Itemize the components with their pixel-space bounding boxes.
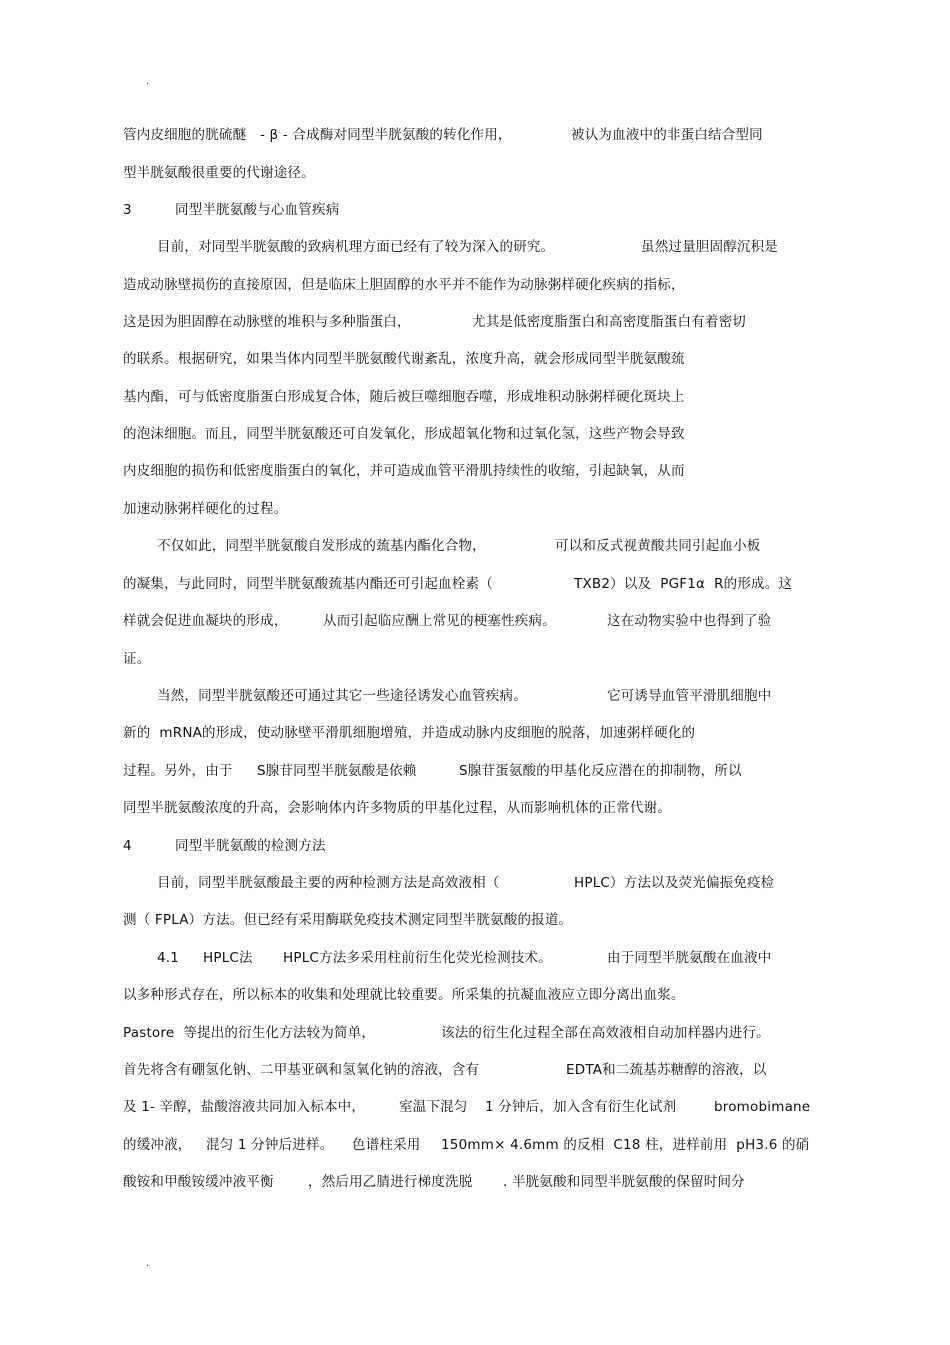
text-line <box>123 1098 811 1116</box>
text-segment: 尤其是低密度脂蛋白和高密度脂蛋白有着密切 <box>472 314 746 330</box>
text-segment: 不仅如此，同型半胱氨酸自发形成的巯基内酯化合物， <box>157 538 486 554</box>
text-segment: 被认为血液中的非蛋白结合型同 <box>571 127 763 143</box>
text-line <box>157 949 772 967</box>
text-segment: 首先将含有硼氢化钠、二甲基亚砜和氢氧化钠的溶液，含有 <box>123 1062 480 1078</box>
text-line <box>157 874 775 892</box>
section-heading <box>123 201 340 219</box>
text-segment: 当然，同型半胱氨酸还可通过其它一些途径诱发心血管疾病。 <box>157 688 527 704</box>
text-segment: 的凝集，与此同时，同型半胱氨酸巯基内酯还可引起血栓素（ <box>123 576 493 592</box>
text-line <box>123 1173 745 1191</box>
text-segment: bromobimane <box>714 1099 811 1115</box>
section-number: 4 <box>123 838 132 854</box>
text-segment: 4.1 <box>157 950 180 966</box>
text-segment: 该法的衍生化过程全部在高效液相自动加样器内进行。 <box>441 1025 770 1041</box>
text-line <box>123 388 685 406</box>
page-bottom-mark: . <box>146 1258 150 1269</box>
text-segment: ，然后用乙腈进行梯度洗脱 <box>308 1174 473 1190</box>
text-segment: 及 1- 辛醇，盐酸溶液共同加入标本中， <box>123 1099 366 1115</box>
text-line <box>123 1136 810 1154</box>
text-line <box>123 911 573 929</box>
text-segment: 150mm× 4.6mm 的反相 C18 柱，进样前用 pH3.6 的硝 <box>441 1137 810 1153</box>
text-segment: EDTA和二巯基苏糖醇的溶液，以 <box>566 1062 767 1078</box>
text-segment: 以多种形式存在，所以标本的收集和处理就比较重要。所采集的抗凝血液应立即分离出血浆。 <box>123 987 685 1003</box>
text-line <box>123 425 685 443</box>
text-segment: 加速动脉粥样硬化的过程。 <box>123 501 288 517</box>
text-segment: 色谱柱采用 <box>352 1137 421 1153</box>
text-line <box>123 612 772 630</box>
text-segment: 的缓冲液， <box>123 1137 192 1153</box>
text-line <box>123 276 685 294</box>
text-line <box>123 762 742 780</box>
text-line <box>123 1024 770 1042</box>
text-segment: 可以和反式视黄酸共同引起血小板 <box>555 538 761 554</box>
page-top-mark: . <box>146 76 150 87</box>
text-segment: 从而引起临应酬上常见的梗塞性疾病。 <box>323 613 556 629</box>
text-segment: 它可诱导血管平滑肌细胞中 <box>607 688 772 704</box>
text-line <box>123 575 793 593</box>
text-segment: Pastore 等提出的衍生化方法较为简单， <box>123 1025 376 1041</box>
text-segment: 虽然过量胆固醇沉积是 <box>641 239 778 255</box>
text-line <box>157 687 772 705</box>
text-segment: 同型半胱氨酸浓度的升高，会影响体内许多物质的甲基化过程，从而影响机体的正常代谢。 <box>123 800 671 816</box>
section-heading <box>123 837 326 855</box>
text-segment: 室温下混匀 <box>399 1099 468 1115</box>
text-segment: 基内酯，可与低密度脂蛋白形成复合体，随后被巨噬细胞吞噬，形成堆积动脉粥样硬化斑块上 <box>123 389 685 405</box>
text-segment: HPLC）方法以及荧光偏振免疫检 <box>574 875 775 891</box>
text-segment: 目前，对同型半胱氨酸的致病机理方面已经有了较为深入的研究。 <box>157 239 555 255</box>
text-segment: 1 分钟后，加入含有衍生化试剂 <box>485 1099 677 1115</box>
text-segment: HPLC法 <box>203 950 253 966</box>
text-line <box>123 164 315 182</box>
text-line <box>123 126 763 144</box>
text-segment: 型半胱氨酸很重要的代谢途径。 <box>123 165 315 181</box>
text-segment: 这是因为胆固醇在动脉壁的堆积与多种脂蛋白， <box>123 314 411 330</box>
text-line <box>123 724 696 742</box>
text-segment: 证。 <box>123 651 151 667</box>
text-segment: 新的 mRNA的形成，使动脉壁平滑肌细胞增殖，并造成动脉内皮细胞的脱落，加速粥样硬化的 <box>123 725 696 741</box>
section-title: 同型半胱氨酸与心血管疾病 <box>175 202 340 218</box>
text-segment: S腺苷蛋氨酸的甲基化反应潜在的抑制物，所以 <box>459 763 742 779</box>
text-segment: S腺苷同型半胱氨酸是依赖 <box>257 763 417 779</box>
text-segment: 造成动脉壁损伤的直接原因，但是临床上胆固醇的水平并不能作为动脉粥样硬化疾病的指标， <box>123 277 685 293</box>
text-line <box>123 350 685 368</box>
text-segment: 由于同型半胱氨酸在血液中 <box>607 950 772 966</box>
text-segment: . 半胱氨酸和同型半胱氨酸的保留时间分 <box>503 1174 745 1190</box>
text-segment: 测（ FPLA）方法。但已经有采用酶联免疫技术测定同型半胱氨酸的报道。 <box>123 912 573 928</box>
section-title: 同型半胱氨酸的检测方法 <box>175 838 326 854</box>
text-segment: 混匀 1 分钟后进样。 <box>206 1137 334 1153</box>
text-segment: 过程。另外，由于 <box>123 763 233 779</box>
text-segment: 酸铵和甲酸铵缓冲液平衡 <box>123 1174 274 1190</box>
text-segment: 样就会促进血凝块的形成， <box>123 613 288 629</box>
text-line <box>123 799 671 817</box>
text-segment: 目前，同型半胱氨酸最主要的两种检测方法是高效液相（ <box>157 875 500 891</box>
text-segment: 管内皮细胞的胱硫醚 - β - 合成酶对同型半胱氨酸的转化作用， <box>123 127 512 143</box>
text-line <box>123 313 746 331</box>
text-segment: 这在动物实验中也得到了验 <box>607 613 772 629</box>
text-segment: HPLC方法多采用柱前衍生化荧光检测技术。 <box>283 950 552 966</box>
text-segment: 的泡沫细胞。而且，同型半胱氨酸还可自发氧化，形成超氧化物和过氧化氢，这些产物会导致 <box>123 426 685 442</box>
section-number: 3 <box>123 202 132 218</box>
text-segment: 内皮细胞的损伤和低密度脂蛋白的氧化，并可造成血管平滑肌持续性的收缩，引起缺氧，从而 <box>123 463 685 479</box>
text-line <box>123 462 685 480</box>
text-line <box>123 1061 767 1079</box>
text-line <box>157 238 778 256</box>
text-line <box>157 537 761 555</box>
text-segment: TXB2）以及 PGF1α R的形成。这 <box>574 576 793 592</box>
text-line <box>123 986 685 1004</box>
text-line <box>123 650 151 668</box>
text-line <box>123 500 288 518</box>
text-segment: 的联系。根据研究，如果当体内同型半胱氨酸代谢紊乱，浓度升高，就会形成同型半胱氨酸巯 <box>123 351 685 367</box>
